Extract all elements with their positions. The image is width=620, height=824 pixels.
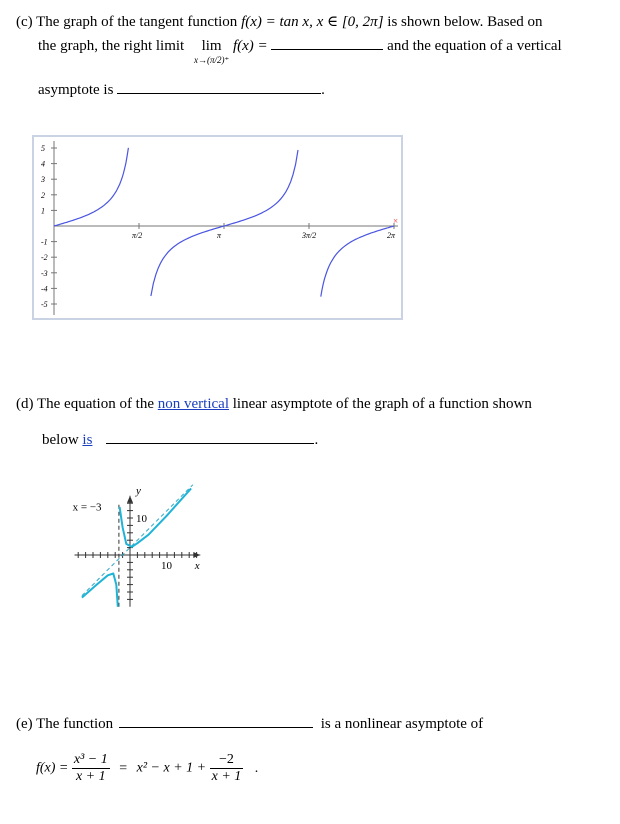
y-tick-label: -5 [41, 300, 48, 309]
tangent-function-expression: f(x) = tan x, x ∈ [0, 2π] [241, 14, 384, 30]
part-c-line-1: (c) The graph of the tangent function f(x) = tan x, x ∈ [0, 2π] is shown below. Based on [16, 14, 543, 30]
tangent-graph [32, 135, 404, 321]
rational-function-fraction: $\frac{\text{x³ − 1}}{x + 1}$ [73, 752, 108, 784]
y-tick-label: 10 [136, 513, 147, 525]
x-tick-label: π/2 [131, 231, 143, 240]
part-e-line-1: (e) The function is a nonlinear asymptote of [16, 716, 484, 732]
y-axis-arrow [127, 496, 133, 503]
x-axis-label: x [194, 560, 200, 572]
y-axis-label: y [136, 484, 141, 497]
slant-asymptote-graph [55, 465, 250, 655]
limit-notation: lim x→(π/2)⁺ [193, 38, 230, 65]
vertical-asymptote-label: x = −3 [72, 501, 102, 514]
part-d-line-1: (d) The equation of the non vertical linear asymptote of the graph of a function shown [16, 396, 532, 412]
y-tick-label: 4 [41, 159, 45, 169]
y-tick-label: -3 [41, 268, 48, 278]
y-tick-label: -1 [41, 237, 48, 247]
y-tick-label: -4 [41, 284, 48, 294]
x-tick-label: 10 [161, 560, 172, 572]
vertical-asymptote-answer-blank[interactable] [117, 93, 321, 94]
non-vertical-link[interactable]: non vertical [157, 396, 229, 412]
part-d-line-2: below is . [42, 432, 319, 448]
linear-asymptote-answer-blank[interactable] [106, 443, 314, 444]
y-tick-label: -2 [41, 253, 48, 263]
x-tick-label: 2π [386, 231, 396, 240]
endpoint-marker: × [393, 216, 399, 226]
nonlinear-asymptote-answer-blank[interactable] [119, 727, 313, 728]
y-tick-label: 5 [41, 144, 45, 153]
part-c-line-2: the graph, the right limit lim x→(π/2)⁺ f(x) = and the equation of a vertical [38, 38, 562, 65]
part-c-line-3: asymptote is . [38, 82, 325, 98]
is-link[interactable]: is [82, 432, 93, 448]
function-equation: f(x) = $\frac{\text{x³ − 1}}{x + 1}$ = x² − x + 1 + $\frac{-2}{x + 1}$ . [36, 752, 259, 784]
y-tick-label: 1 [41, 206, 45, 216]
y-tick-label: 3 [41, 175, 45, 185]
remainder-fraction: $\frac{-2}{x + 1}$ [211, 752, 242, 784]
x-tick-label: π [216, 231, 222, 240]
x-tick-label: 3π/2 [301, 231, 317, 240]
right-limit-answer-blank[interactable] [271, 49, 383, 50]
y-tick-label: 2 [41, 190, 45, 200]
